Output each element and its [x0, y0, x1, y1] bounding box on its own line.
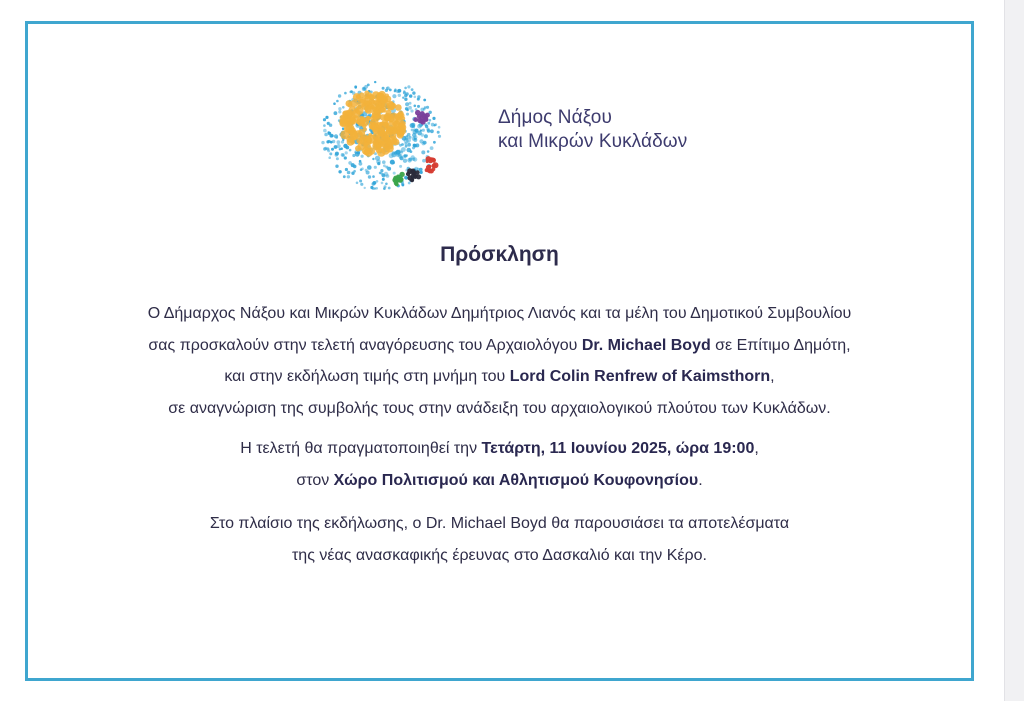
invitation-title: Πρόσκληση	[440, 243, 559, 266]
text-run: ,	[754, 440, 759, 457]
invitation-card	[25, 21, 974, 681]
paragraph3-line2: της νέας ανασκαφικής έρευνας στο Δασκαλιό και την Κέρο.	[291, 546, 707, 564]
paragraph1-line3	[28, 361, 971, 393]
text-run: .	[698, 471, 703, 489]
paragraph1-line2	[28, 330, 971, 362]
event-datetime: Τετάρτη, 11 Ιουνίου 2025, ώρα 19:00	[481, 440, 755, 457]
paragraph2-line2	[28, 465, 971, 497]
paragraph1-line1: Ο Δήμαρχος Νάξου και Μικρών Κυκλάδων Δημήτριος Λιανός και τα μέλη του Δημοτικού Συμβουλίου	[147, 305, 852, 322]
text-run: στον	[296, 471, 334, 489]
text-run: σας προσκαλούν στην τελετή αναγόρευσης του Αρχαιολόγου	[148, 336, 582, 354]
logo-line-1: Δήμος Νάξου	[498, 107, 612, 128]
logo-wordmark	[498, 106, 687, 154]
paragraph-event-details	[28, 433, 971, 496]
municipality-logo	[321, 73, 701, 197]
text-run: και στην εκδήλωση τιμής στη μνήμη του	[224, 368, 510, 385]
scrollbar-gutter	[1004, 0, 1024, 701]
paragraph3-line1: Στο πλαίσιο της εκδήλωσης, ο Dr. Michael Boyd θα παρουσιάσει τα αποτελέσματα	[209, 515, 790, 532]
text-run: σε Επίτιμο Δημότη,	[710, 336, 851, 354]
paragraph1-line4: σε αναγνώριση της συμβολής τους στην ανάδειξη του αρχαιολογικού πλούτου των Κυκλάδων.	[168, 399, 831, 417]
text-run: ,	[770, 368, 775, 385]
paragraph-presentation	[28, 508, 971, 571]
memorial-name: Lord Colin Renfrew of Kaimsthorn	[509, 368, 771, 385]
logo-line-2: και Μικρών Κυκλάδων	[498, 131, 688, 152]
text-run: Η τελετή θα πραγματοποιηθεί την	[240, 440, 482, 457]
logo-emblem-icon	[321, 73, 481, 197]
paragraph2-line1	[28, 433, 971, 465]
honoree-name: Dr. Michael Boyd	[581, 336, 711, 354]
paragraph-invitation	[28, 298, 971, 424]
event-venue: Χώρο Πολιτισμού και Αθλητισμού Κουφονησίου	[333, 471, 699, 489]
